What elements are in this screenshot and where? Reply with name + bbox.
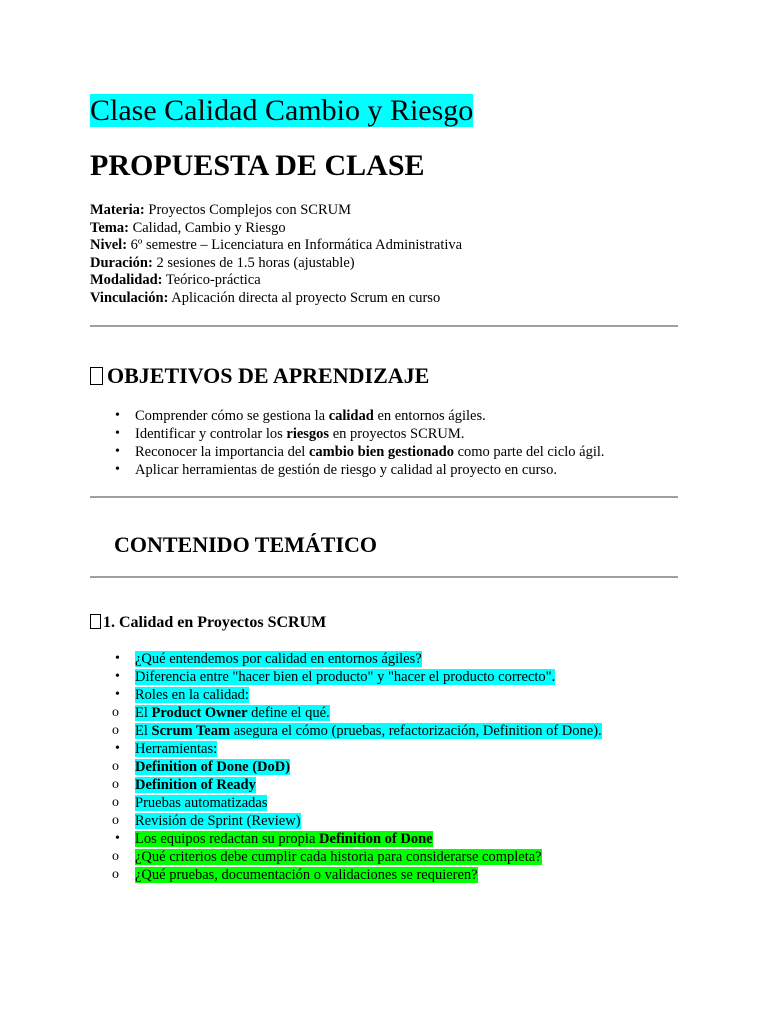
bullet-icon: • <box>115 408 120 423</box>
meta-nivel: Nivel: 6º semestre – Licenciatura en Informática Administrativa <box>90 237 463 254</box>
list-item: o Revisión de Sprint (Review) <box>112 813 301 829</box>
sub-bullet-icon: o <box>112 759 119 774</box>
metadata-block <box>90 202 462 308</box>
sub-bullet-icon: o <box>112 705 119 720</box>
sub-bullet-icon: o <box>112 777 119 792</box>
bullet-icon: • <box>115 831 120 846</box>
bullet-icon: • <box>115 651 120 666</box>
list-item: • Comprender cómo se gestiona la calidad en entornos ágiles. <box>115 408 486 424</box>
document-title-text: Clase Calidad Cambio y Riesgo <box>90 94 474 127</box>
divider-3 <box>90 576 678 578</box>
bullet-icon: • <box>115 444 120 459</box>
meta-materia: Materia: Proyectos Complejos con SCRUM <box>90 202 351 218</box>
missing-glyph-icon <box>90 614 101 629</box>
list-item: • Reconocer la importancia del cambio bien gestionado como parte del ciclo ágil. <box>115 444 605 460</box>
sub-bullet-icon: o <box>112 867 119 882</box>
document-title <box>90 93 473 129</box>
meta-duracion: Duración: 2 sesiones de 1.5 horas (ajustable) <box>90 254 355 271</box>
objectives-list <box>115 407 605 479</box>
proposal-heading: PROPUESTA DE CLASE <box>90 149 425 182</box>
content-heading: CONTENIDO TEMÁTICO <box>114 532 378 557</box>
missing-glyph-icon <box>90 367 103 385</box>
list-item: o ¿Qué criterios debe cumplir cada historia para considerarse completa? <box>112 849 542 865</box>
list-item: • ¿Qué entendemos por calidad en entornos ágiles? <box>115 651 422 667</box>
list-item: • Roles en la calidad: <box>115 687 249 703</box>
bullet-icon: • <box>115 426 120 441</box>
meta-modalidad: Modalidad: Teórico-práctica <box>90 272 261 289</box>
section1-heading: 1. Calidad en Proyectos SCRUM <box>90 613 326 633</box>
list-item: • Identificar y controlar los riesgos en proyectos SCRUM. <box>115 426 465 442</box>
divider-2 <box>90 496 678 498</box>
sub-bullet-icon: o <box>112 849 119 864</box>
list-item: o El Product Owner define el qué. <box>112 705 330 721</box>
bullet-icon: • <box>115 687 120 702</box>
objectives-heading: OBJETIVOS DE APRENDIZAJE <box>90 363 429 389</box>
list-item: o Definition of Ready <box>112 777 256 793</box>
list-item: o El Scrum Team asegura el cómo (pruebas, refactorización, Definition of Done). <box>112 723 602 739</box>
sub-bullet-icon: o <box>112 795 119 810</box>
bullet-icon: • <box>115 669 120 684</box>
list-item: o Pruebas automatizadas <box>112 795 268 811</box>
list-item: o Definition of Done (DoD) <box>112 759 291 775</box>
list-item: • Aplicar herramientas de gestión de riesgo y calidad al proyecto en curso. <box>115 462 557 478</box>
meta-vinculacion: Vinculación: Aplicación directa al proyecto Scrum en curso <box>90 289 441 306</box>
divider-1 <box>90 325 678 327</box>
list-item: o ¿Qué pruebas, documentación o validaciones se requieren? <box>112 867 478 883</box>
meta-tema: Tema: Calidad, Cambio y Riesgo <box>90 219 286 236</box>
section1-list <box>112 650 602 884</box>
list-item: • Herramientas: <box>115 741 218 757</box>
bullet-icon: • <box>115 741 120 756</box>
list-item: • Diferencia entre "hacer bien el producto" y "hacer el producto correcto". <box>115 669 556 685</box>
sub-bullet-icon: o <box>112 723 119 738</box>
list-item: • Los equipos redactan su propia Definition of Done <box>115 831 433 847</box>
sub-bullet-icon: o <box>112 813 119 828</box>
bullet-icon: • <box>115 462 120 477</box>
